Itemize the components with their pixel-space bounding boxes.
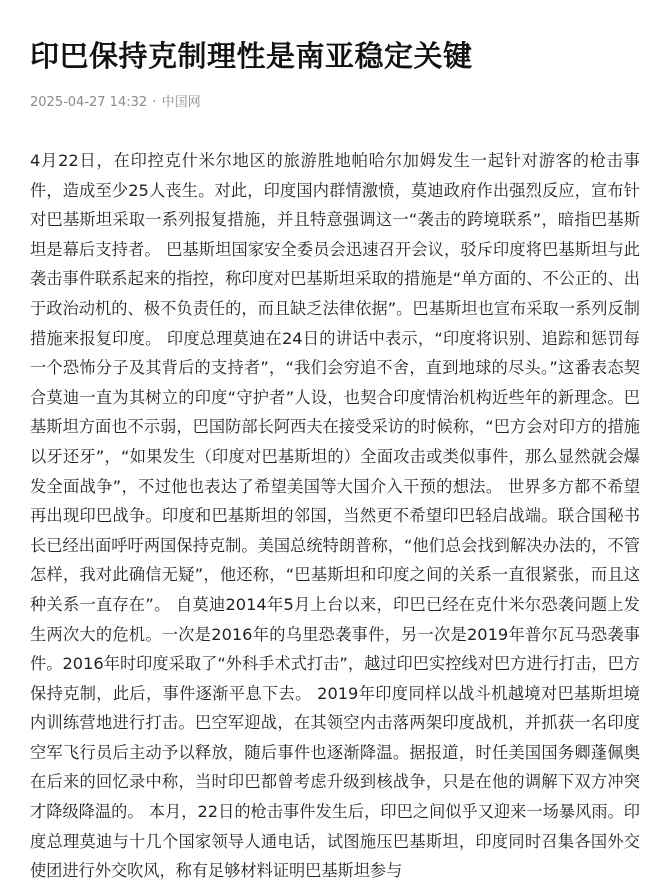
source-name[interactable]: 中国网 — [161, 95, 201, 110]
article-meta — [30, 94, 201, 112]
publish-timestamp: 2025-04-27 14:32 — [30, 95, 148, 110]
article-body: 4月22日，在印控克什米尔地区的旅游胜地帕哈尔加姆发生一起针对游客的枪击事件，造成至少25人丧生。对此，印度国内群情激愤，莫迪政府作出强烈反应，宣布针对巴基斯坦采取一系列报复措施，并且特意强调这一“袭击的跨境联系”，暗指巴基斯坦是幕后支持者。 巴基斯坦国家安全委员会迅速召开会议，驳斥印度将巴基斯坦与此袭击事件联系起来的指控，称印度对巴基斯坦采取的措施是“单方面的、不公正的、出于政治动机的、极不负责任的，而且缺乏法律依据”。巴基斯坦也宣布采取一系列反制措施来报复印度。 印度总理莫迪在24日的讲话中表示，“印度将识别、追踪和惩罚每一个恐怖分子及其背后的支持者”，“我们会穷追不舍，直到地球的尽头。”这番表态契合莫迪一直为其树立的印度“守护者”人设，也契合印度情治机构近些年的新理念。巴基斯坦方面也不示弱，巴国防部长阿西夫在接受采访的时候称，“巴方会对印方的措施以牙还牙”，“如果发生（印度对巴基斯坦的）全面攻击或类似事件，那么显然就会爆发全面战争”，不过他也表达了希望美国等大国介入干预的想法。 世界多方都不希望再出现印巴战争。印度和巴基斯坦的邻国，当然更不希望印巴轻启战端。联合国秘书长已经出面呼吁两国保持克制。美国总统特朗普称，“他们总会找到解决办法的，不管怎样，我对此确信无疑”，他还称，“巴基斯坦和印度之间的关系一直很紧张，而且这种关系一直存在”。 自莫迪2014年5月上台以来，印巴已经在克什米尔恐袭问题上发生两次大的危机。一次是2016年的乌里恐袭事件，另一次是2019年普尔瓦马恐袭事件。2016年时印度采取了“外科手术式打击”，越过印巴实控线对巴方进行打击，巴方保持克制，此后，事件逐渐平息下去。 2019年印度同样以战斗机越境对巴基斯坦境内训练营地进行打击。巴空军迎战，在其领空内击落两架印度战机，并抓获一名印度空军飞行员后主动予以释放，随后事件也逐渐降温。据报道，时任美国国务卿蓬佩奥在后来的回忆录中称，当时印巴都曾考虑升级到核战争，只是在他的调解下双方冲突才降级降温的。 本月，22日的枪击事件发生后，印巴之间似乎又迎来一场暴风雨。印度总理莫迪与十几个国家领导人通电话，试图施压巴基斯坦，印度同时召集各国外交使团进行外交吹风，称有足够材料证明巴基斯坦参与 — [30, 151, 640, 881]
article-title: 印巴保持克制理性是南亚稳定关键 — [30, 39, 473, 73]
meta-separator: · — [152, 95, 157, 110]
